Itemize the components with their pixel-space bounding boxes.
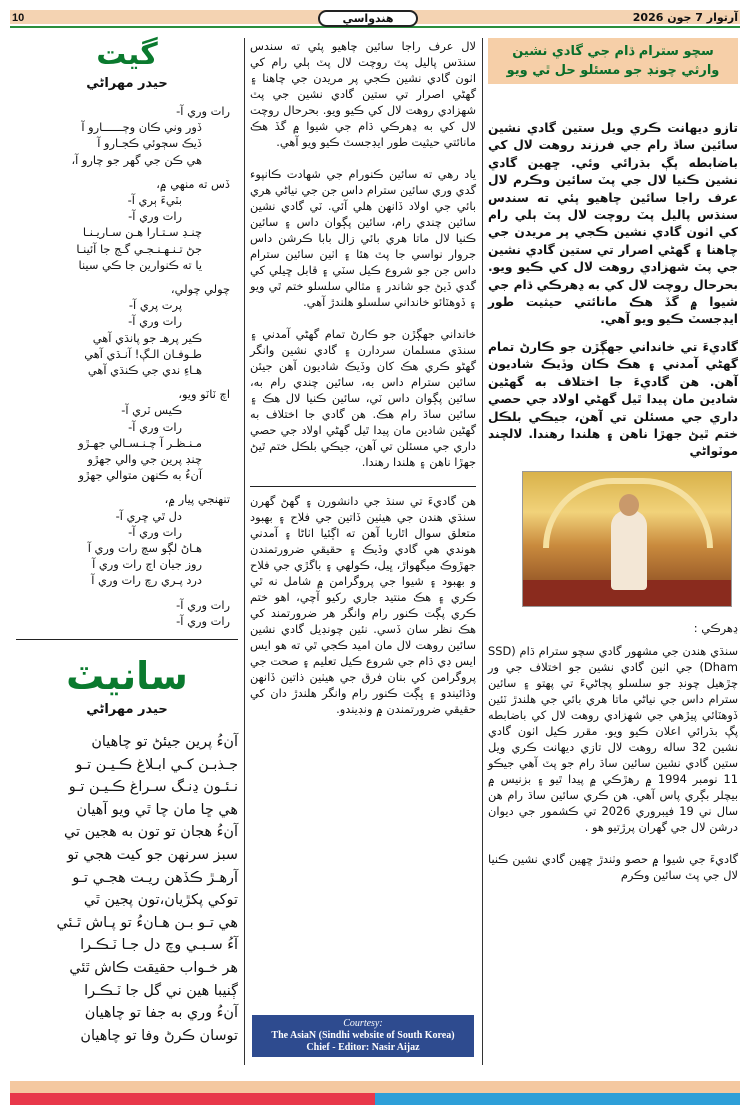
left-column [16, 38, 238, 1065]
poem-line: هـاڻ لڳو سڄ رات وري آ [87, 541, 202, 556]
dateline: ڍهرڪي : [693, 620, 738, 635]
sonnet-line: جـذبـن کـي ابـلاغ ڪـيـن تـو [75, 756, 238, 773]
column-rule [482, 38, 483, 1065]
sonnet-line: هي تـو بـن هـانءُ تو پـاش ٿـئي [56, 914, 238, 931]
poem-line: هي ڪن جي گهر جو چارو آ، [71, 152, 202, 167]
column-rule [244, 38, 245, 1065]
sonnet-line: سبز سرنهن جو کيت هجي تو [67, 847, 238, 864]
poem-line: جڻ تـنـهـنـجـي گـج جا آئينـا [76, 241, 202, 256]
poem-line: ڪير پرهـ جو پانڌي آهي [92, 330, 202, 345]
photo-person-head [619, 494, 639, 516]
geet-poem [16, 103, 238, 629]
poem-line: رات وري آ- [176, 613, 230, 628]
geet-poet: حيدر مهراڻي [86, 76, 168, 91]
photo-person [611, 510, 647, 590]
stanza-gap [16, 378, 238, 386]
section-divider [16, 639, 238, 640]
courtesy-source: The AsiaN (Sindhi website of South Korea) [271, 1030, 455, 1041]
article-paragraph: خانداني جهڳڙن جو ڪارڻ تمام گهڻي آمدني ۽ سنڌي مسلمان سردارن ۽ گادي نشين وانگر گهڻو ڪري هڪ کان وڏيڪ شاديون آهن جيئن سائين سترام داس به، سائين چندي رام به، سائين پڳوان داس ٽي، سائين ڪنيا لال هڪ ۽ سائين ساڌ رام هڪ. هن گادي جا اختلاف به گهڻين شادين مان پيدا ٿيل گهڻي اولاد جي حصي داري جي مسئلن تي آهن، جيڪي بلڪل ختم ٿيڻ جهڙا ناهن ۽ هلندا رهندا. [250, 327, 476, 469]
issue-date: آرتوار 7 جون 2026 [632, 11, 738, 24]
courtesy-editor: Chief - Editor: Nasir Aijaz [306, 1042, 420, 1053]
poem-line: چنـڊ سـتـارا هـن سـاريـنـا [82, 225, 202, 240]
page-footer [0, 1075, 750, 1109]
courtesy-label: Courtesy: [343, 1018, 383, 1029]
masthead-logo: هندواسي [318, 10, 418, 27]
stanza-gap [16, 273, 238, 281]
sonnet-line: هر خـواب حقيقت ڪاش ٿئي [69, 960, 238, 977]
article-headline: سچو سترام ڌام جي گادي نشين وارثي چونڊ جو مسئلو حل ٿي ويو [488, 38, 738, 84]
poem-line: طـوفـان الـڳ! آنـڌي آهي [84, 346, 202, 361]
footer-band [10, 1081, 740, 1093]
poem-line: چنڊ پرين جي والي جهڙو [87, 452, 202, 467]
sonnet-line: آنءُ پرين جيئڻ تو چاهيان [91, 734, 238, 751]
sonnet-poet: حيدر مهراڻي [86, 702, 168, 718]
poem-line: رات وري آ- [128, 209, 182, 224]
article-paragraph: هن گاديءَ تي سنڌ جي دانشورن ۽ گهڻ گهرن سنڌي هندن جي هيٺين ڏاتين جي فلاح ۽ بهبود متعلق سوال اٿاريا آهن ته اڳئيا اٺاڻا ۽ آمدني هوندي هي گادي وڏيڪ ۽ حقيقي ضرورتمندن جهڙوڪ ميگهواڙ، ڀيل، ڪولهي ۽ باگڙي جي فلاح و بهبود ۽ شيوا جي پروگرامن ۾ شامل نه ٿي ڪري ۽ هڪ منتيد جاري رکيو آچي، اهو ختم ڪري پڳت ڪنور رام وانگر هر ضرورتمند کي هڪ نظر سان ڏسي. نئين چونڊيل گادي نشين سائين روهت لال مان اميد ڪجي ٿي ته هو ايس ايس ڊي ڌام جي شروع ڪيل تعليم ۽ صحت جي پروگرامن کي بنان فرق جي هيٺين ذاتين ڏانهن وڌائيندو ۽ ڀڳت ڪنور رام وانگر هلندڙ دان کي حقيقي ضرورتمندن ۾ ونڊيندو. [250, 494, 476, 716]
middle-column [250, 38, 476, 1065]
poem-line: بٽيءَ ٻري آ- [127, 193, 182, 208]
poem-line: آنءُ به ڪنهن متوالي جهڙو [78, 468, 202, 483]
poem-line: دل ٿي ڇري آ- [115, 508, 182, 523]
article-summary: گاديءَ تي خانداني جهڳڙن جو ڪارڻ تمام گهڻي آمدني ۽ هڪ ڪان وڏيڪ شاديون آهن. هن گاديءَ جا اختلاف به گهڻين شادين مان پيدا ٿيل گهڻي اولاد جي حصي داري جي مسئلن تي آهن، جيڪي بلڪل ختم ٿيڻ جهڙا ناهن ۽ هلندا رهندا. لالچند موٽواڻي [488, 339, 738, 459]
sonnet-line: آرهـڙ ڪڏهن ريـت هجـي تـو [72, 869, 238, 886]
poem-line: ڪيس ٽري آ- [121, 403, 182, 418]
sonnet-line: آءُ سـبـي وچ دل جـا ٽـڪـرا [80, 937, 238, 954]
sonnet-line: توسان ڪرڻ وفا تو چاهيان [80, 1027, 238, 1044]
section-divider [250, 486, 476, 487]
geet-title: گيت [96, 37, 158, 72]
poem-line: رات وري آ- [128, 314, 182, 329]
poem-line: چولي چولي، [170, 282, 230, 297]
sonnet-line: ڳنيبا هين ني گل جا ٽـڪـرا [84, 982, 238, 999]
poem-line: اچ ٽاٽو ويو، [178, 387, 230, 402]
poem-line: پرت پري آ- [128, 298, 182, 313]
article-paragraph: لال عرف راجا سائين چاهيو پئي ته سندس سنڌس پاليل پٽ روچت لال پٽ ٻلي رام کي اٺون گادي نشين ڪجي پر مريدن جي چاهنا ۽ گهڻي اصرار تي ستين گادي نشين جي پٽ شهزادي روهت لال کي ڪيو ويو. بحرحال روچت لال کي به ڍهرڪي ڌام جي شيوا ۾ گڏ هڪ مانائتي حيثيت طور ايڊجسٽ ڪيو ويو آهي. [250, 39, 476, 149]
page-number: 10 [12, 12, 25, 24]
poem-line: درد پـري رچ رات وري آ [91, 573, 202, 588]
sonnet-line: هي ڇا مان چا ٿي ويو آهيان [76, 801, 238, 818]
sonnet-title: سانيٽ [66, 654, 188, 699]
article-paragraph: ياد رهي ته سائين ڪنورام جي شهادت ڪانپوء گدي وري سائين سترام داس جن جي نياڻي هري بائي جي اولاد ڏانهن هلي آئي. ٽي گادي نشين سائين چندي رام، سائين پڳوان داس ۽ سائين ڪنيا لال ماتا هري بائي زال بابا ڪرشن داس جروار نواسي جا پٽ هئا ۽ اٺين سائين سترام داس جن جو شروع ڪيل سٽي ۽ قابل ڇيلي کي گدي ڏيڻ جو شاندر ۽ مثالي سلسلو ختم ٿي ويو ۽ ڏوهٽائو خانداني سلسلو هلندڙ آهي. [250, 167, 476, 309]
stanza-gap [16, 483, 238, 491]
poem-line: ڏيڪ سڄوئي ڪجـارو آ [97, 136, 202, 151]
poem-line: يا ته ڪنوارين جا ڪي سينا [78, 257, 202, 272]
stanza-gap [16, 168, 238, 176]
sonnet-poem [16, 731, 238, 1047]
footer-band-red [10, 1093, 375, 1105]
sonnet-line: نـئـون ڍنـگ سـراغ ڪـيـن تـو [68, 779, 238, 796]
poem-line: ڏس ته منهي ۾، [156, 176, 230, 191]
courtesy-box [252, 1015, 474, 1057]
poem-line: رات وري آ- [176, 597, 230, 612]
stanza-gap [16, 589, 238, 597]
poem-line: مـنـظـر آ چـنـسـالي جهـڙو [78, 435, 202, 450]
footer-band-blue [375, 1093, 740, 1105]
article-photo [522, 471, 732, 607]
poem-line: رات وري آ- [128, 524, 182, 539]
article-lead: تازو ديهانت ڪري ويل ستين گادي نشين سائين ساڌ رام جي فرزند روهت لال کي باضابطه پڳ بڌرائي وئي. ڇهين گادي نشين ڪنيا لال جي پٽ سائين وڪرم لال عرف راجا سائين چاهيو پئي ته سندس سنڌس پاليل پٽ روچت لال پٽ ٻلي رام کي اٺون گادي نشين ڪجي پر مريدن جي چاهنا ۽ گهڻي اصرار تي ستين گادي نشين جي پٽ شهزادي روهت لال کي ڪيو ويو. بحرحال روچت لال کي به ڍهرڪي ڌام جي شيوا ۾ گڏ هڪ مانائتي حيثيت طور ايڊجسٽ ڪيو ويو آهي. [488, 121, 738, 327]
poem-line: تنهنجي پيار ۾، [164, 492, 230, 507]
sonnet-line: توکي پکڙيان،تون پجين ٿي [83, 892, 238, 909]
poem-line: ڏور وني ڪان وڄــــــارو آ [81, 120, 202, 135]
poem-line: رات وري آ- [128, 419, 182, 434]
sonnet-line: آنءُ وري به جفا تو چاهيان [84, 1005, 238, 1022]
poem-line: رات وري آ- [176, 104, 230, 118]
page-header [0, 0, 750, 40]
sonnet-line: آنءُ هجان تو تون به هجين تي [64, 824, 238, 841]
article-body-continued: گاديءَ جي شيوا ۾ حصو وٺندڙ ڇهين گادي نشين ڪنيا لال جي پٽ سائين وڪرم [488, 851, 738, 882]
article-body: سنڌي هندن جي مشهور گادي سچو سترام ڌام (SSD Dham) جي اٺين گادي نشين جو اختلاف جي ور چڙهيل چونڊ جو سلسلو پڄاڻيءَ تي پهتو ۽ سائين سترام داس جي نياڻي ماتا هري بائي جي هلندڙ ٽئين ڏوهٽائي پيڙهي جي شهزادي روهت لال کي باضابطه پڳ بڌرائي اعلان ڪيو ويو. مقرر ڪيل اٺون گادي نشين 32 ساله روهت لال تازي ديهانت ڪري ويل ستين گادي نشين سائين ساڌ رام جو پٽ آهي جيڪو 11 نومبر 1994 ۾ رهڙڪي ۾ پيدا ٿيو ۽ بزنيس ۾ بيچلر بڳري پاس آهي. هن ڪري سائين ساڌ رام هن سال ني 19 فيبروري 2026 تي ڪشمور جي ديوان درشن لال جي گهران پرڙتيو هو . [488, 643, 739, 834]
poem-line: روز جيان اڄ رات وري آ [92, 557, 202, 572]
right-column [488, 38, 738, 1065]
poem-line: هـاءِ ندي جي ڪنڌي آهي [87, 363, 202, 378]
